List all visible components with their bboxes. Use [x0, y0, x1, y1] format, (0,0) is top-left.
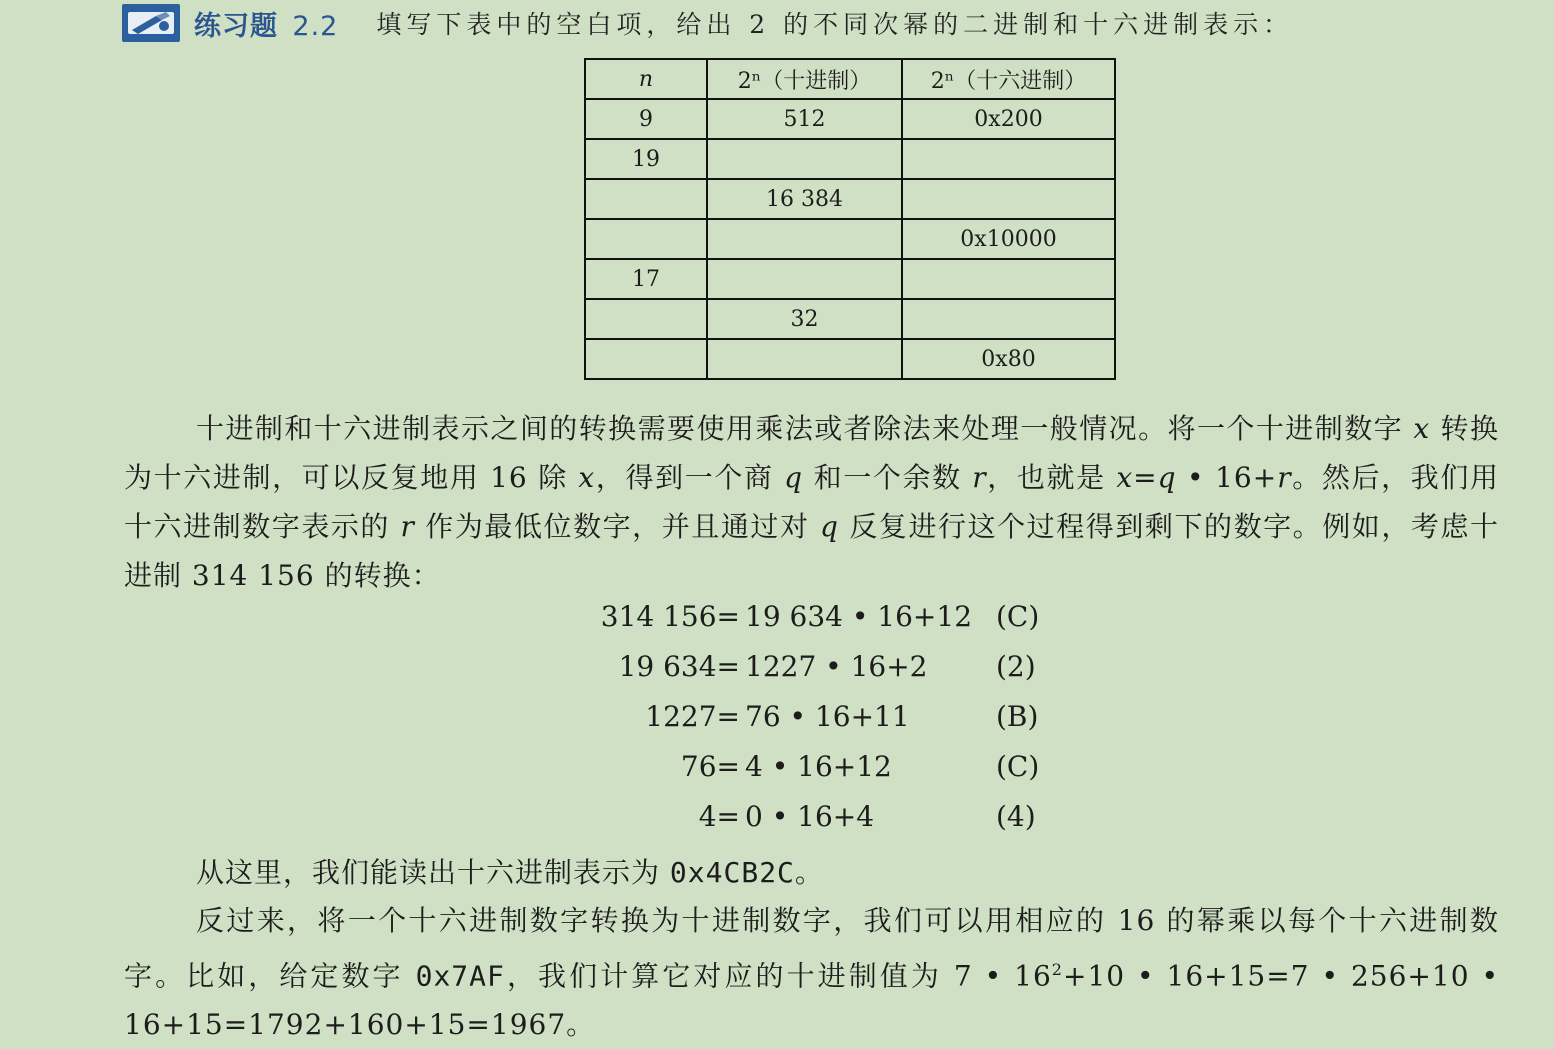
- equation-lhs: 1227=: [645, 700, 740, 733]
- equation-rhs: 1227 • 16+2: [745, 650, 928, 683]
- cell-hex[interactable]: 0x200: [902, 99, 1115, 139]
- equation-row: [520, 700, 1080, 750]
- cell-n[interactable]: [585, 179, 707, 219]
- equation-rhs: 76 • 16+11: [745, 700, 910, 733]
- equation-rhs: 0 • 16+4: [745, 800, 875, 833]
- cell-decimal[interactable]: [707, 219, 902, 259]
- cell-n[interactable]: 19: [585, 139, 707, 179]
- equation-lhs: 314 156=: [600, 600, 740, 633]
- cell-hex[interactable]: [902, 299, 1115, 339]
- table-header-row: [585, 59, 1115, 99]
- pencil-hand-icon: [122, 4, 180, 42]
- cell-decimal[interactable]: [707, 139, 902, 179]
- cell-decimal[interactable]: 16 384: [707, 179, 902, 219]
- cell-n[interactable]: 17: [585, 259, 707, 299]
- reverse-conversion-paragraph: 反过来，将一个十六进制数字转换为十进制数字，我们可以用相应的 16 的幂乘以每个十六进制数字。比如，给定数字 0x7AF，我们计算它对应的十进制值为 7 • $16^2+10$ • 16+15=7 • 256+10 • 16+15=1792+160+15=1967。: [124, 904, 1499, 1042]
- cell-hex[interactable]: [902, 259, 1115, 299]
- equation-rhs: 19 634 • 16+12: [745, 600, 973, 633]
- table-row: [585, 299, 1115, 339]
- division-equations: [520, 600, 1080, 850]
- hex-example-code: 0x7AF: [415, 959, 505, 993]
- column-header-decimal: 2ⁿ（十进制）: [707, 59, 902, 99]
- table-row: [585, 259, 1115, 299]
- equation-lhs: 19 634=: [618, 650, 740, 683]
- cell-decimal[interactable]: 512: [707, 99, 902, 139]
- table-row: [585, 139, 1115, 179]
- cell-decimal[interactable]: 32: [707, 299, 902, 339]
- equation-hex-digit: (2): [996, 650, 1036, 683]
- hex-result-code: 0x4CB2C: [669, 856, 795, 889]
- cell-decimal[interactable]: [707, 339, 902, 379]
- cell-hex[interactable]: [902, 139, 1115, 179]
- equation-hex-digit: (C): [996, 600, 1040, 633]
- equation-row: [520, 750, 1080, 800]
- cell-n[interactable]: 9: [585, 99, 707, 139]
- exercise-header: [122, 3, 1293, 43]
- powers-table: [584, 58, 1116, 380]
- equation-hex-digit: (C): [996, 750, 1040, 783]
- cell-n[interactable]: [585, 339, 707, 379]
- conversion-paragraph: 十进制和十六进制表示之间的转换需要使用乘法或者除法来处理一般情况。将一个十进制数字 x 转换为十六进制，可以反复地用 16 除 x，得到一个商 q 和一个余数 r，也就是 x=q • 16+r。然后，我们用十六进制数字表示的 r 作为最低位数字，并且通过对 q 反复进行这个过程得到剩下的数字。例如，考虑十进制 314 156 的转换：: [124, 412, 1500, 592]
- cell-decimal[interactable]: [707, 259, 902, 299]
- equation-hex-digit: (4): [996, 800, 1036, 833]
- cell-n[interactable]: [585, 219, 707, 259]
- equation-hex-digit: (B): [996, 700, 1039, 733]
- exercise-number: 2.2: [292, 10, 339, 42]
- exercise-prompt: 填写下表中的空白项，给出 2 的不同次幂的二进制和十六进制表示：: [376, 10, 1294, 39]
- column-header-n: n: [585, 59, 707, 99]
- equation-row: [520, 600, 1080, 650]
- table-row: [585, 219, 1115, 259]
- equation-rhs: 4 • 16+12: [745, 750, 892, 783]
- equation-lhs: 4=: [698, 800, 740, 833]
- table-row: [585, 339, 1115, 379]
- table-row: [585, 99, 1115, 139]
- cell-n[interactable]: [585, 299, 707, 339]
- equation-lhs: 76=: [680, 750, 740, 783]
- equation-row: [520, 650, 1080, 700]
- cell-hex[interactable]: 0x80: [902, 339, 1115, 379]
- result-paragraph: 从这里，我们能读出十六进制表示为 0x4CB2C。: [196, 856, 824, 889]
- cell-hex[interactable]: [902, 179, 1115, 219]
- table-row: [585, 179, 1115, 219]
- column-header-hex: 2ⁿ（十六进制）: [902, 59, 1115, 99]
- equation-row: [520, 800, 1080, 850]
- cell-hex[interactable]: 0x10000: [902, 219, 1115, 259]
- exercise-title: 练习题 2.2: [194, 10, 339, 42]
